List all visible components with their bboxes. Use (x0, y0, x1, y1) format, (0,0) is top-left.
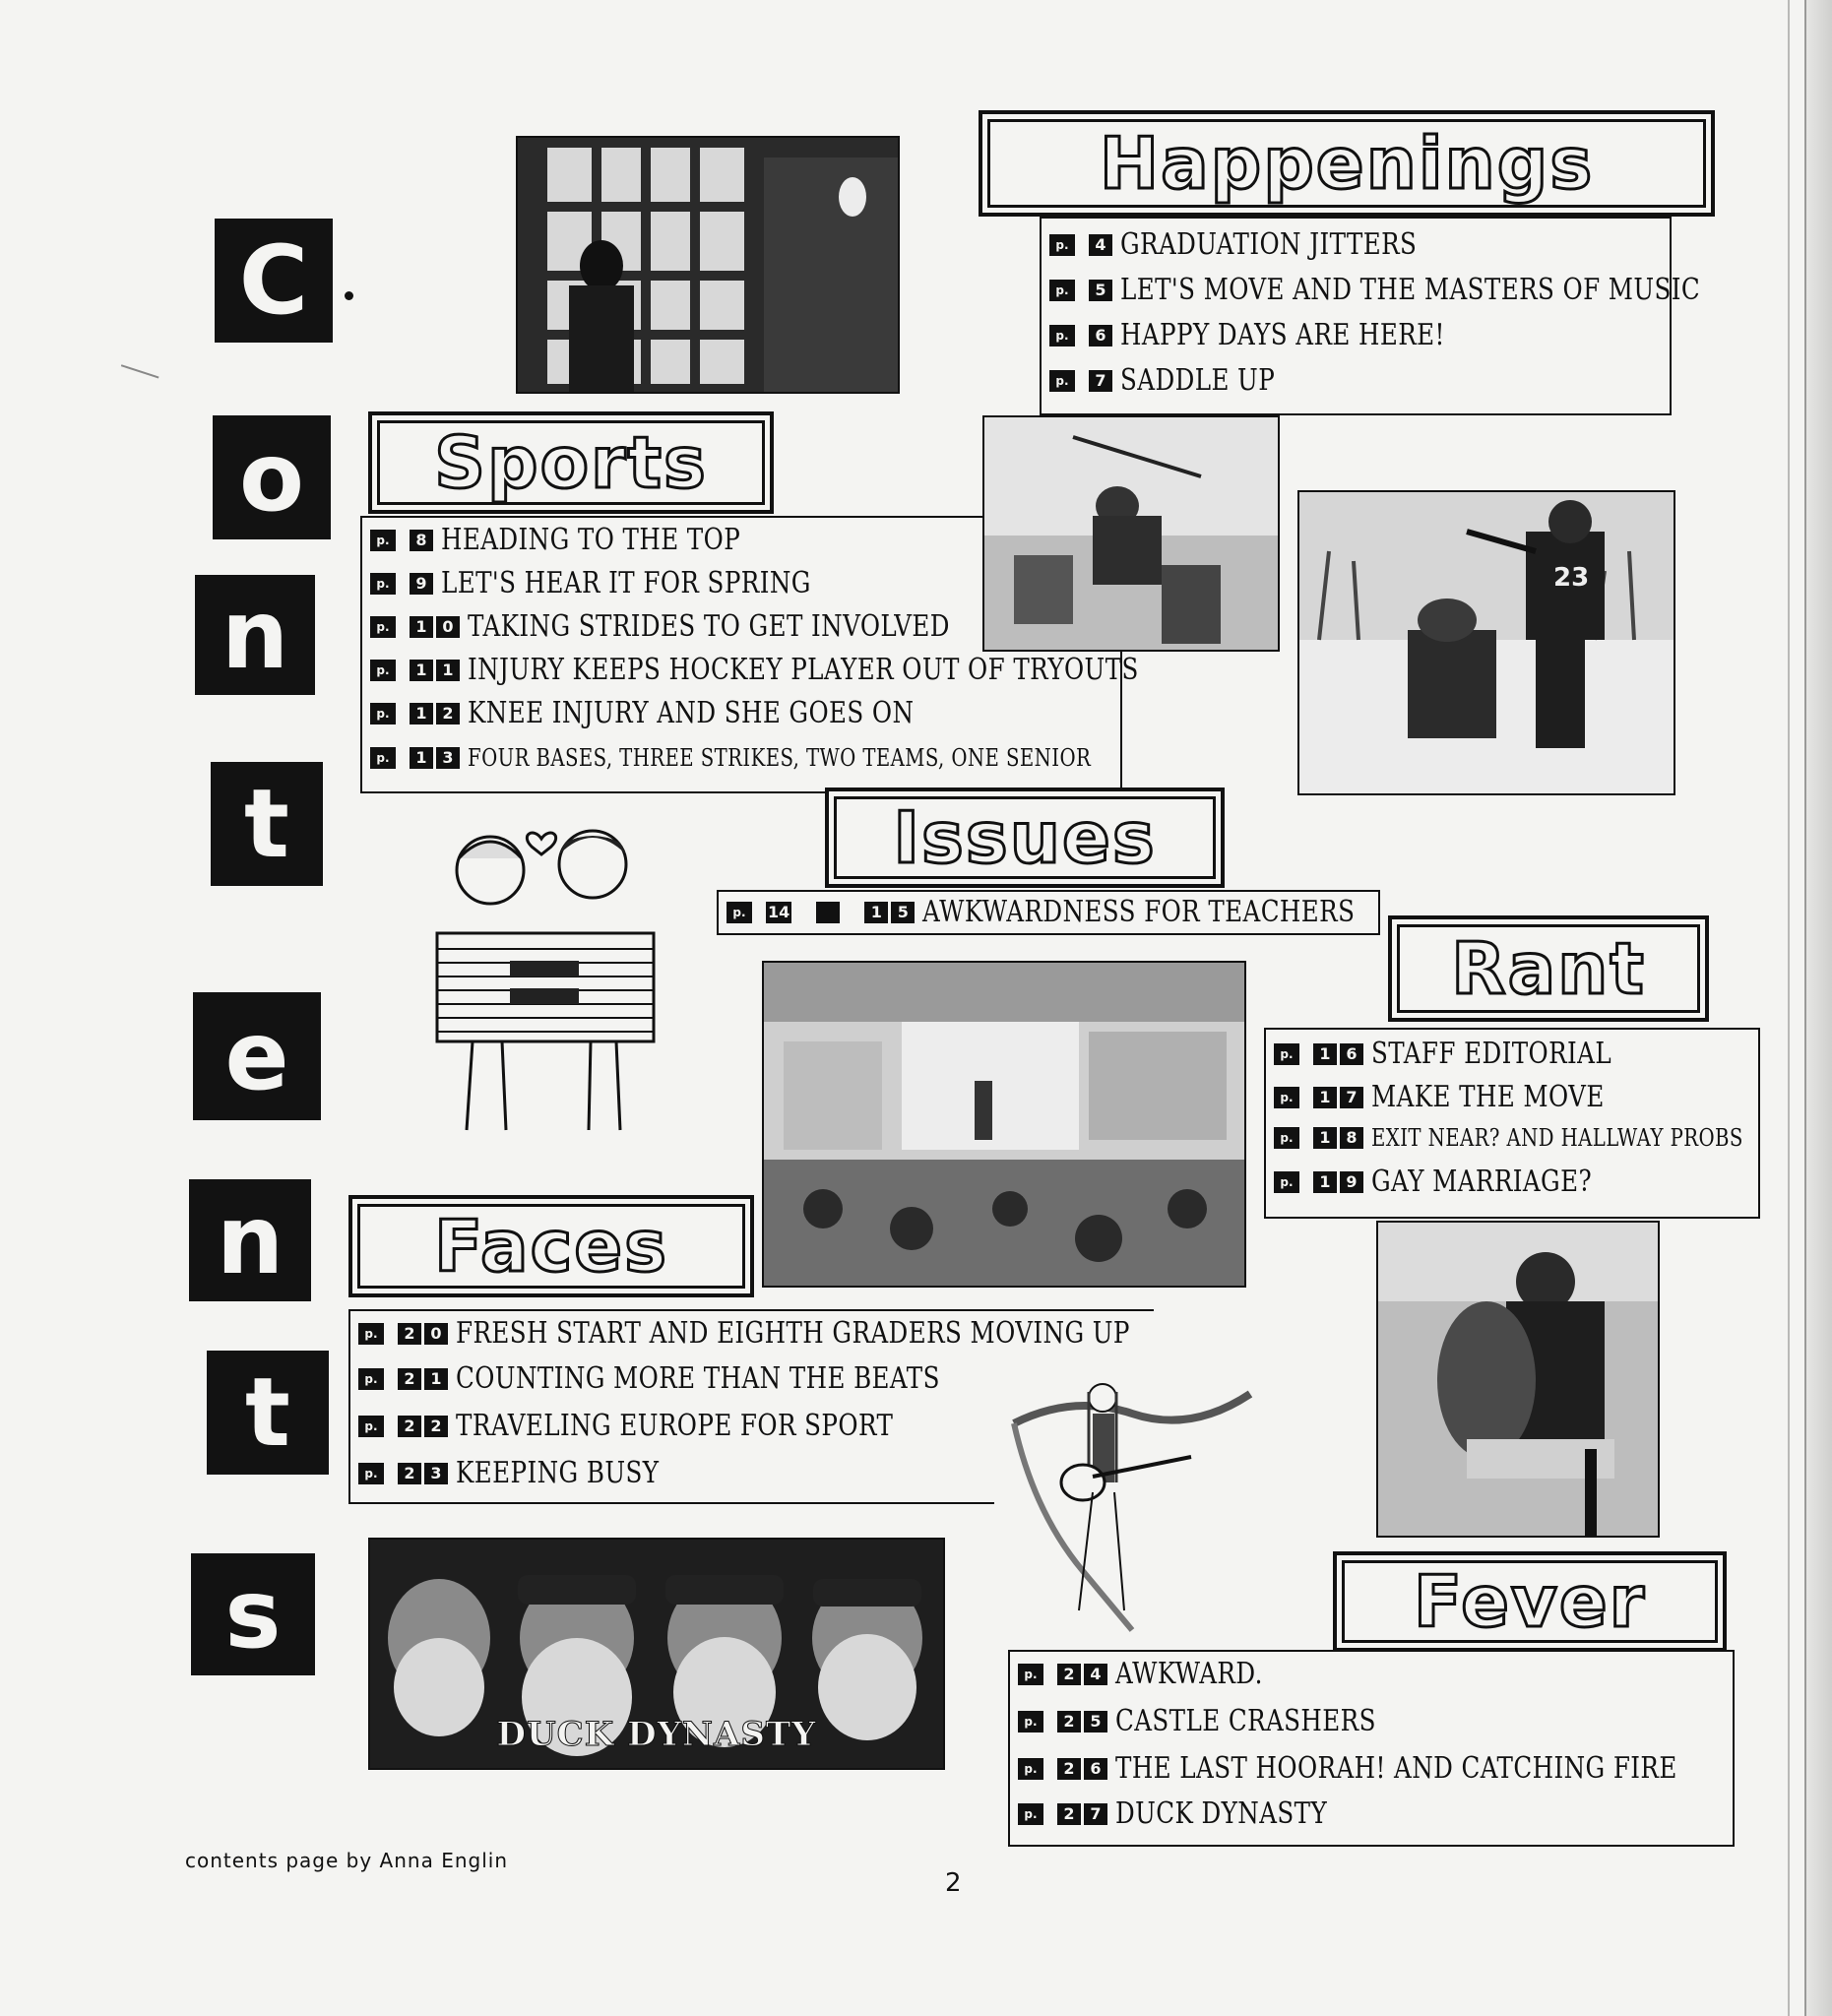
list-item: p. 2 1 COUNTING MORE THAN THE BEATS (358, 1364, 1046, 1394)
list-item: p. 2 3 KEEPING BUSY (358, 1459, 704, 1488)
duck-dynasty-caption: DUCK DYNASTY (496, 1715, 817, 1754)
list-item: p. 1 3 FOUR BASES, THREE STRIKES, TWO TEAMS, ONE SENIOR (370, 746, 1228, 770)
happenings-entries (1040, 217, 1701, 415)
section-header-happenings (979, 110, 1715, 217)
sports-title: Sports (434, 421, 708, 504)
hallway-photo (516, 136, 900, 394)
list-item: p. 1 2 KNEE INJURY AND SHE GOES ON (370, 699, 1012, 728)
list-item: p. 1 0 TAKING STRIDES TO GET INVOLVED (370, 612, 1055, 642)
list-item: p. 1 8 EXIT NEAR? AND HALLWAY PROBS (1274, 1126, 1825, 1150)
happenings-title: Happenings (1099, 122, 1595, 205)
letter-n-2: n (189, 1179, 311, 1301)
issues-entries (717, 890, 1380, 935)
list-item: p. 2 0 FRESH START AND EIGHTH GRADERS MOVING UP (358, 1319, 1278, 1349)
letter-e: e (193, 992, 321, 1120)
pencil-mark (117, 364, 159, 392)
letter-n: n (195, 575, 315, 695)
title-dot (345, 291, 353, 300)
list-item: p. 1 9 GAY MARRIAGE? (1274, 1167, 1640, 1197)
list-item: p. 8 HEADING TO THE TOP (370, 526, 806, 555)
music-student-photo (1376, 1221, 1660, 1538)
svg-text:23: 23 (1553, 563, 1590, 593)
letter-s: s (191, 1553, 315, 1675)
classroom-photo (762, 961, 1246, 1288)
section-header-rant (1388, 915, 1709, 1022)
rant-title: Rant (1451, 927, 1646, 1010)
faces-underline (348, 1502, 994, 1504)
couple-cartoon (423, 825, 679, 1150)
list-item: p. 1 1 INJURY KEEPS HOCKEY PLAYER OUT OF TRYOUTS (370, 656, 1286, 685)
letter-o: o (213, 415, 331, 539)
list-item: p. 1 6 STAFF EDITORIAL (1274, 1040, 1665, 1069)
letter-t-2: t (207, 1351, 329, 1475)
faces-title: Faces (434, 1205, 668, 1288)
lacrosse-photo (982, 415, 1280, 652)
section-header-sports (368, 411, 774, 514)
list-item: p. 2 4 AWKWARD. (1018, 1660, 1295, 1689)
list-item: p. 6 HAPPY DAYS ARE HERE! (1049, 321, 1516, 350)
guitar-girl-cartoon (994, 1374, 1260, 1640)
list-item: p. 5 LET'S MOVE AND THE MASTERS OF MUSIC (1049, 276, 1828, 305)
list-item: p. 14 1 5 AWKWARDNESS FOR TEACHERS (726, 898, 1450, 927)
page-credit: contents page by Anna Englin (185, 1849, 508, 1872)
issues-title: Issues (893, 796, 1157, 879)
list-item: p. 2 2 TRAVELING EUROPE FOR SPORT (358, 1412, 989, 1441)
page-number: 2 (945, 1868, 962, 1898)
section-header-issues (825, 788, 1225, 888)
rant-entries (1264, 1028, 1760, 1219)
softball-photo (1297, 490, 1675, 795)
section-header-fever (1333, 1551, 1727, 1652)
duck-dynasty-photo (368, 1538, 945, 1770)
section-header-faces (348, 1195, 754, 1297)
fever-title: Fever (1413, 1560, 1647, 1643)
letter-t: t (211, 762, 323, 886)
letter-c: C (215, 219, 333, 343)
list-item: p. 1 7 MAKE THE MOVE (1274, 1083, 1656, 1112)
fever-entries (1008, 1650, 1735, 1847)
list-item: p. 4 GRADUATION JITTERS (1049, 230, 1482, 260)
list-item: p. 2 5 CASTLE CRASHERS (1018, 1707, 1433, 1736)
list-item: p. 2 6 THE LAST HOORAH! AND CATCHING FIRE (1018, 1754, 1800, 1784)
list-item: p. 7 SADDLE UP (1049, 366, 1309, 396)
list-item: p. 2 7 DUCK DYNASTY (1018, 1799, 1373, 1829)
list-item: p. 9 LET'S HEAR IT FOR SPRING (370, 569, 892, 598)
